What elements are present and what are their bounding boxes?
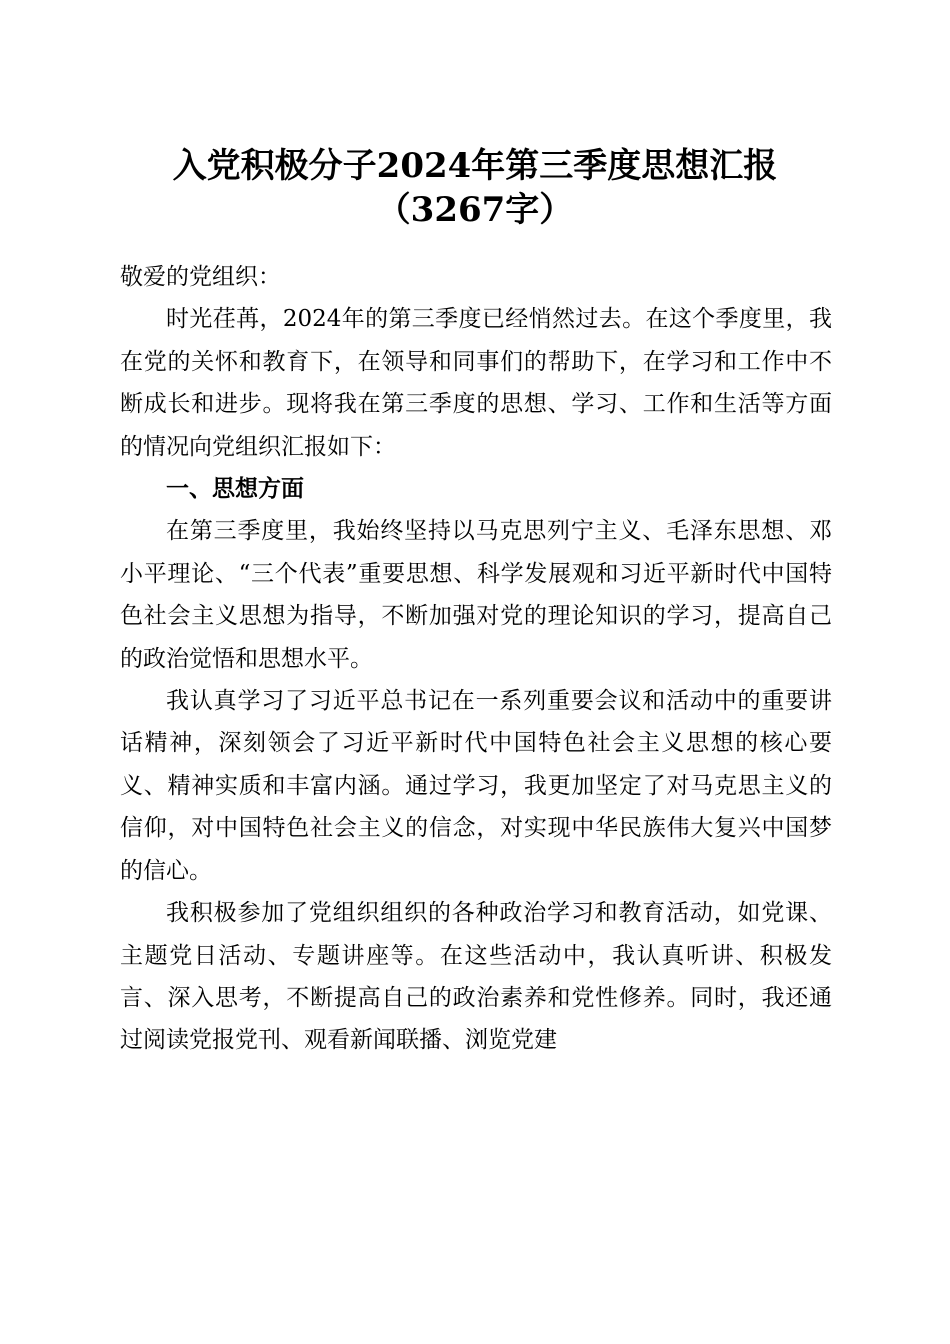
- document-word-count: （3267字）: [376, 190, 574, 230]
- document-title: 入党积极分子2024年第三季度思想汇报: [172, 146, 778, 186]
- paragraph-intro: 时光荏苒，2024年的第三季度已经悄然过去。在这个季度里，我在党的关怀和教育下，在领导和同事们的帮助下，在学习和工作中不断成长和进步。现将我在第三季度的思想、学习、工作和生活等方面的情况向党组织汇报如下：: [120, 306, 832, 460]
- salutation: 敬爱的党组织：: [120, 264, 281, 290]
- section-heading-thought: 一、思想方面: [166, 475, 304, 503]
- paragraph-thought-guidance: 在第三季度里，我始终坚持以马克思列宁主义、毛泽东思想、邓小平理论、“三个代表”重要思想、科学发展观和习近平新时代中国特色社会主义思想为指导，不断加强对党的理论知识的学习，提高自己的政治觉悟和思想水平。: [120, 518, 832, 672]
- document-body: [120, 256, 832, 1062]
- paragraph-study-speeches: 我认真学习了习近平总书记在一系列重要会议和活动中的重要讲话精神，深刻领会了习近平新时代中国特色社会主义思想的核心要义、精神实质和丰富内涵。通过学习，我更加坚定了对马克思主义的信仰，对中国特色社会主义的信念，对实现中华民族伟大复兴中国梦的信心。: [120, 688, 832, 884]
- paragraph-activities: 我积极参加了党组织组织的各种政治学习和教育活动，如党课、主题党日活动、专题讲座等。在这些活动中，我认真听讲、积极发言、深入思考，不断提高自己的政治素养和党性修养。同时，我还通过阅读党报党刊、观看新闻联播、浏览党建: [120, 900, 832, 1054]
